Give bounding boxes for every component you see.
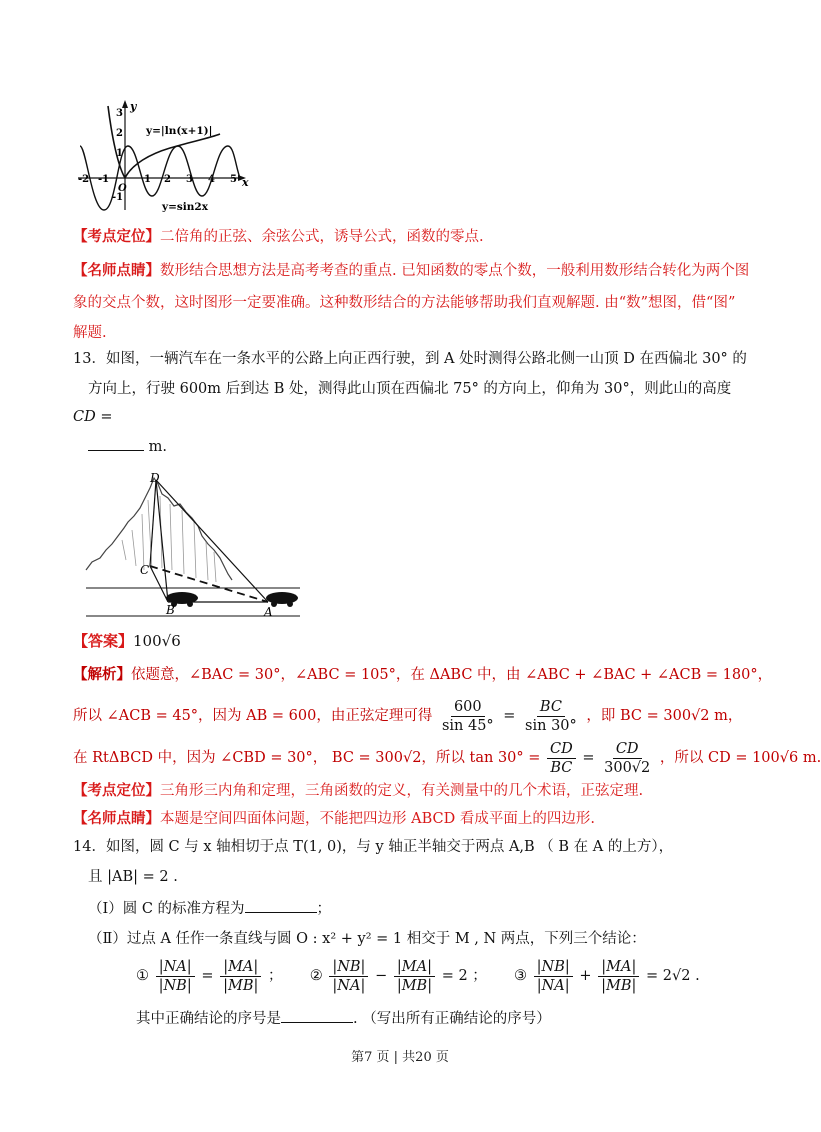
q13-mingshi <box>73 808 595 830</box>
y-tick-2: 2 <box>116 128 123 139</box>
mountain-shading <box>122 496 216 582</box>
q13-answer-blank-line <box>88 436 167 458</box>
q13-mingshi-text: 本题是空间四面体问题，不能把四边形 ABCD 看成平面上的四边形. <box>160 811 595 827</box>
q13-answer-tag: 【答案】 <box>73 632 134 650</box>
q13-jiexi-text3a: 在 RtΔBCD 中，因为 ∠CBD = 30°， BC = 300√2，所以 tan 30° = <box>73 750 541 766</box>
q13-line1: 13．如图，一辆汽车在一条水平的公路上向正西行驶，到 A 处时测得公路北侧一山顶 D 在西偏北 30° 的 <box>73 351 747 367</box>
x-tick-4: 4 <box>208 174 215 185</box>
q13-answer-value: 100√6 <box>133 632 181 650</box>
y-tick-3: 3 <box>116 108 123 119</box>
q13-line2: 方向上，行驶 600m 后到达 B 处，测得此山顶在西偏北 75° 的方向上，仰角为 30°，则此山的高度 <box>88 381 732 397</box>
c3-end: = 2√2 . <box>646 968 700 984</box>
q13-jiexi-text2a: 所以 ∠ACB = 45°，因为 AB = 600，由正弦定理可得 <box>73 708 433 724</box>
c1-frac2: $\frac{|MA|}{|MB|}$ <box>220 958 261 995</box>
q14-last-b: . （写出所有正确结论的序号） <box>353 1011 551 1027</box>
curve1-label: y=|ln(x+1)| <box>146 125 213 137</box>
segment-DB <box>156 480 168 602</box>
q14-last-a: 其中正确结论的序号是 <box>136 1011 281 1027</box>
q13-mingshi-tag: 【名师点睛】 <box>73 810 160 827</box>
q13-kaodian-text: 三角形三内角和定理，三角函数的定义，有关测量中的几个术语，正弦定理. <box>160 783 644 799</box>
q12-mingshi-line1: 数形结合思想方法是高考考查的重点. 已知函数的零点个数，一般利用数形结合转化为两个图 <box>160 263 750 279</box>
q14-part2-blank[interactable] <box>281 1008 353 1023</box>
fraction-600-sin45: $\frac{600}{\sin 45^\circ}$ <box>441 698 494 734</box>
q12-mingshi-line2: 象的交点个数，这时图形一定要准确。这种数形结合的方法能够帮助我们直观解题. 由“数”想图，借“图” <box>73 295 736 311</box>
label-A: A <box>264 605 273 619</box>
q13-unit: m. <box>148 439 167 455</box>
x-tick-2: 2 <box>164 174 171 185</box>
c1-op: = <box>201 968 214 984</box>
q14-part1-blank[interactable] <box>245 898 317 913</box>
label-D: D <box>150 471 160 485</box>
c2-frac2: $\frac{|MA|}{|MB|}$ <box>394 958 435 995</box>
q13-jiexi-text2b: ，即 BC = 300√2 m， <box>586 708 743 724</box>
segment-DC <box>150 480 156 566</box>
q14-line1: 14．如图，圆 C 与 x 轴相切于点 T(1, 0)，与 y 轴正半轴交于两点 A,B （ B 在 A 的上方）， <box>73 839 674 855</box>
q14-line2: 且 |AB| = 2 . <box>88 869 178 885</box>
c1-mark: ① <box>136 968 149 984</box>
y-tick-neg1: -1 <box>112 192 124 203</box>
y-axis-arrow <box>122 100 128 108</box>
c3-frac2: $\frac{|MA|}{|MB|}$ <box>598 958 639 995</box>
q12-kaodian-text: 二倍角的正弦、余弦公式，诱导公式，函数的零点. <box>160 229 484 245</box>
q12-mingshi <box>73 260 749 282</box>
page-footer: 第7 页 | 共20 页 <box>351 1050 449 1065</box>
q14-part1-end: ； <box>316 901 332 917</box>
x-tick-neg2: -2 <box>78 174 90 185</box>
fraction-cd-bc: $\frac{CD}{BC}$ <box>547 740 576 777</box>
q14-part1 <box>88 898 331 920</box>
x-tick-1: 1 <box>144 174 151 185</box>
q12-mingshi-line3: 解题. <box>73 325 107 341</box>
q13-answer <box>73 630 181 652</box>
q13-jiexi-line3: 在 RtΔBCD 中，因为 ∠CBD = 30°， BC = 300√2，所以 tan 30° = $\frac{CD}{BC}$ = $\frac{CD}{300√2}$ ，所以 CD = 100√6 m. <box>73 740 821 776</box>
x-tick-3: 3 <box>186 174 193 185</box>
q12-kaodian-tag: 【考点定位】 <box>73 228 160 245</box>
x-axis-label: x <box>242 176 249 189</box>
label-C: C <box>140 563 150 577</box>
q13-line3: CD = <box>73 409 113 425</box>
q13-jiexi-tag: 【解析】 <box>73 666 131 683</box>
c2-frac1: $\frac{|NB|}{|NA|}$ <box>329 958 368 995</box>
q13-jiexi-text1: 依题意，∠BAC = 30°，∠ABC = 105°，在 ΔABC 中，由 ∠ABC + ∠BAC + ∠ACB = 180°， <box>131 667 773 683</box>
q12-kaodian <box>73 226 484 248</box>
c3-frac1: $\frac{|NB|}{|NA|}$ <box>534 958 573 995</box>
c1-end: ； <box>268 968 283 984</box>
c3-op: + <box>579 968 592 984</box>
y-tick-1: 1 <box>116 148 123 159</box>
q14-conclusions <box>136 952 700 1000</box>
q12-mingshi-tag: 【名师点睛】 <box>73 262 160 279</box>
q13-answer-blank[interactable] <box>88 436 144 451</box>
c2-op: − <box>375 968 388 984</box>
mountain-figure <box>82 470 304 622</box>
fraction-cd-300sqrt2: $\frac{CD}{300√2}$ <box>604 740 651 776</box>
q14-part1-text: （Ⅰ）圆 C 的标准方程为 <box>88 901 245 917</box>
function-graph <box>70 98 260 216</box>
curve2-label: y=sin2x <box>162 201 208 213</box>
q13-kaodian <box>73 780 643 802</box>
fraction-bc-sin30: $\frac{BC}{\sin 30^\circ}$ <box>525 698 577 734</box>
c2-mark: ② <box>309 968 323 984</box>
conclusion-1 <box>136 958 287 994</box>
label-B: B <box>166 603 175 617</box>
conclusion-3 <box>514 958 700 994</box>
c1-frac1: $\frac{|NA|}{|NB|}$ <box>156 958 195 995</box>
x-tick-origin: O <box>118 183 127 194</box>
car-A <box>266 592 298 604</box>
q13-jiexi-line1 <box>73 664 772 686</box>
q13-kaodian-tag: 【考点定位】 <box>73 782 160 799</box>
q13-jiexi-line2: 所以 ∠ACB = 45°，因为 AB = 600，由正弦定理可得 $\frac{600}{\sin 45^\circ}$ = $\frac{BC}{\sin 30^\circ}$ ，即 BC = 300√2 m， <box>73 698 743 734</box>
y-axis-label: y <box>130 100 137 113</box>
c2-end: = 2 ； <box>441 968 487 984</box>
q14-part2: （Ⅱ）过点 A 任作一条直线与圆 O : x² + y² = 1 相交于 M , N 两点，下列三个结论： <box>88 931 646 947</box>
x-tick-5: 5 <box>230 174 237 185</box>
x-tick-neg1: -1 <box>98 174 110 185</box>
q13-jiexi-text3b: ，所以 CD = 100√6 m. <box>659 750 821 766</box>
segment-DA <box>156 480 268 602</box>
q14-last <box>136 1008 551 1030</box>
conclusion-2 <box>309 958 492 994</box>
mountain-outline <box>86 478 232 580</box>
c3-mark: ③ <box>514 968 528 984</box>
